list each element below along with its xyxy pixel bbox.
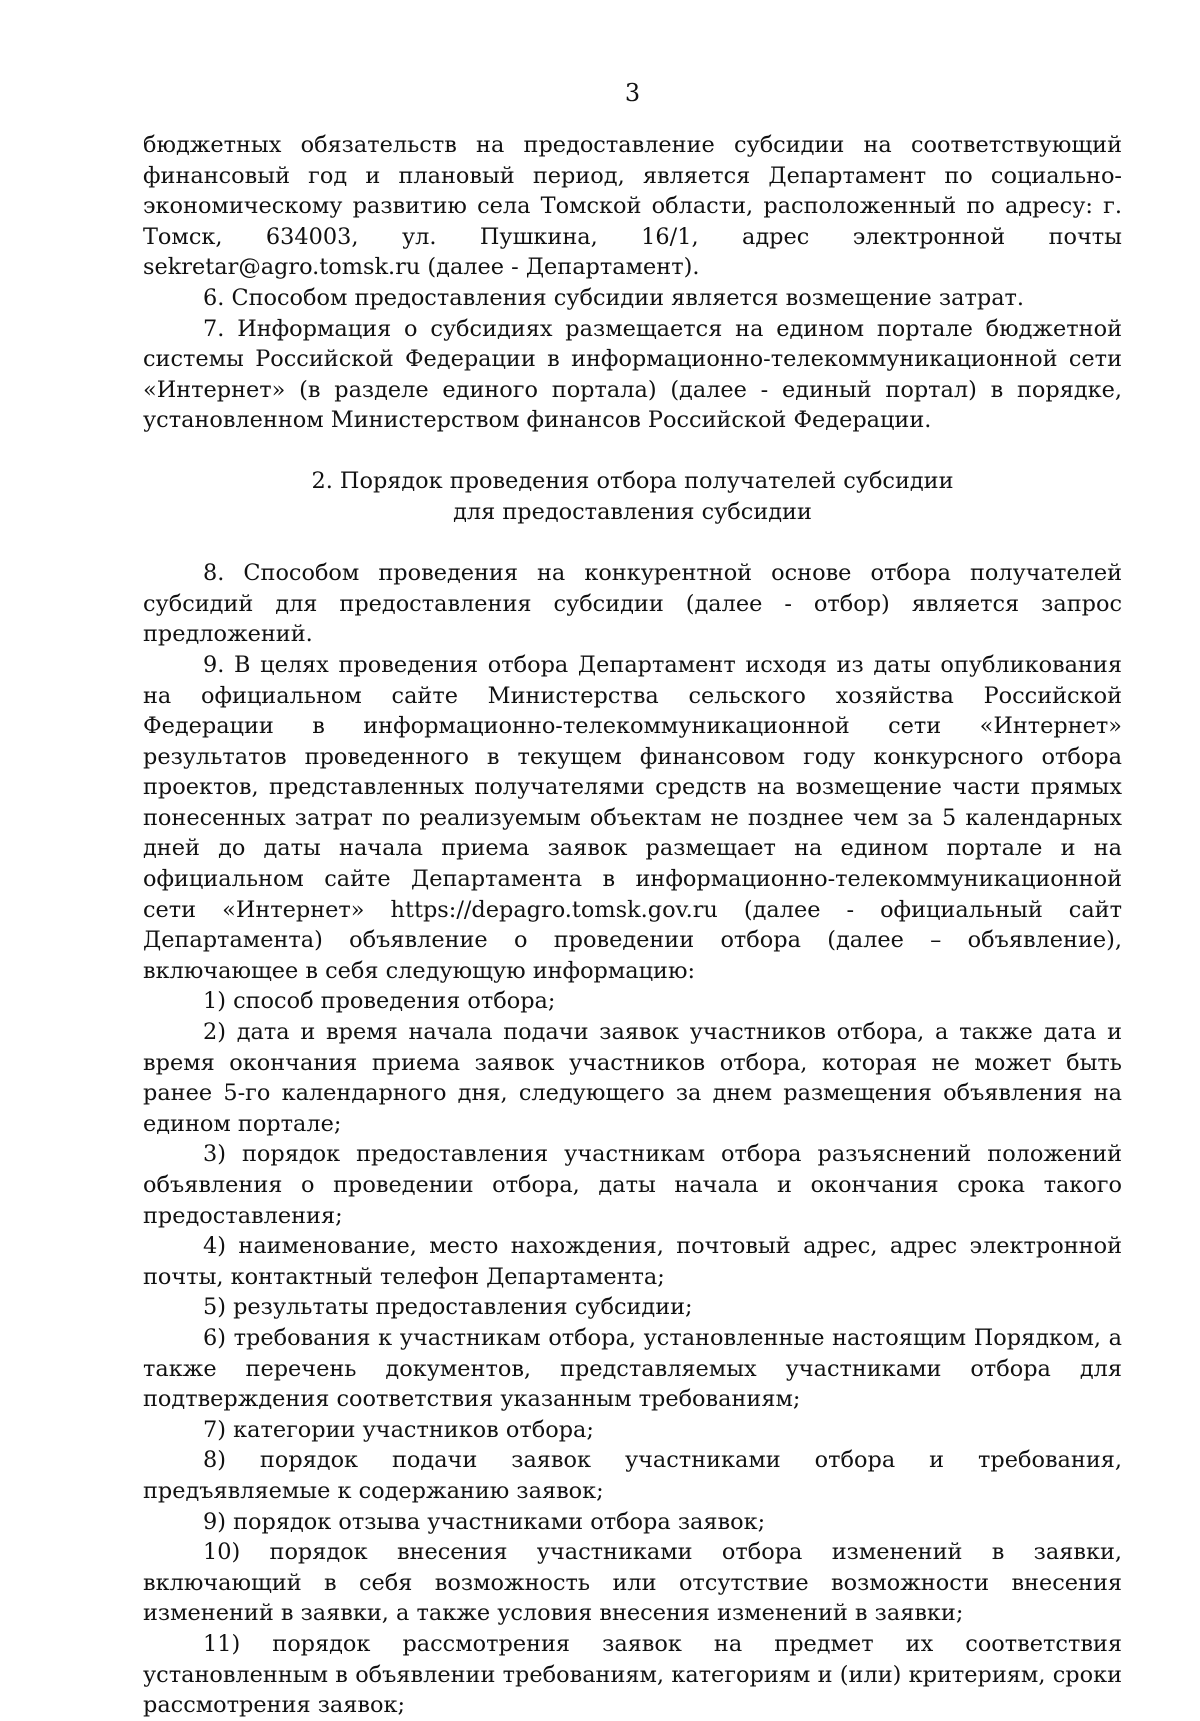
list-item-8: 8) порядок подачи заявок участниками отбора и требования, предъявляемые к содержанию заявок; [143, 1447, 1122, 1504]
paragraph-continuation: бюджетных обязательств на предоставление субсидии на соответствующий финансовый год и плановый период, является Департамент по социально-экономическому развитию села Томской области, расположенный по адресу: г. Томск, 634003, ул. Пушкина, 16/1, адрес электронной почты sekretar@agro.tomsk.ru (далее - Департамент). [143, 132, 1122, 281]
list-item-1: 1) способ проведения отбора; [203, 988, 556, 1015]
paragraph-item-6: 6. Способом предоставления субсидии является возмещение затрат. [203, 284, 1025, 311]
paragraph-item-7: 7. Информация о субсидиях размещается на едином портале бюджетной системы Российской Федерации в информационно-телекоммуникационной сети «Интернет» (в разделе единого портала) (далее - единый портал) в порядке, установленном Министерством финансов Российской Федерации. [143, 315, 1122, 434]
list-item-11: 11) порядок рассмотрения заявок на предмет их соответствия установленным в объявлении требованиям, категориям и (или) критериям, сроки рассмотрения заявок; [143, 1630, 1122, 1719]
section-heading [143, 466, 1122, 527]
list-item-5: 5) результаты предоставления субсидии; [203, 1294, 693, 1321]
paragraph-item-8: 8. Способом проведения на конкурентной основе отбора получателей субсидий для предоставления субсидии (далее - отбор) является запрос предложений. [143, 560, 1122, 648]
paragraph-item-9: 9. В целях проведения отбора Департамент исходя из даты опубликования на официальном сайте Министерства сельского хозяйства Российской Федерации в информационно-телекоммуникационной сети «Интернет» результатов проведенного в текущем финансовом году конкурсного отбора проектов, представленных получателями средств на возмещение части прямых понесенных затрат по реализуемым объектам не позднее чем за 5 календарных дней до даты начала приема заявок размещает на едином портале и на официальном сайте Департамента в информационно-телекоммуникационной сети «Интернет» https://depagro.tomsk.gov.ru (далее - официальный сайт Департамента) объявление о проведении отбора (далее – объявление), включающее в себя следующую информацию: [143, 651, 1122, 984]
list-item-10: 10) порядок внесения участниками отбора изменений в заявки, включающий в себя возможность или отсутствие возможности внесения изменений в заявки, а также условия внесения изменений в заявки; [143, 1539, 1122, 1627]
list-item-2: 2) дата и время начала подачи заявок участников отбора, а также дата и время окончания приема заявок участников отбора, которая не может быть ранее 5-го календарного дня, следующего за днем размещения объявления на едином портале; [143, 1019, 1122, 1137]
list-item-3: 3) порядок предоставления участникам отбора разъяснений положений объявления о проведении отбора, даты начала и окончания срока такого предоставления; [143, 1141, 1122, 1229]
list-item-9: 9) порядок отзыва участниками отбора заявок; [203, 1508, 766, 1535]
list-item-7: 7) категории участников отбора; [203, 1416, 594, 1443]
section-heading-line-2: для предоставления субсидии [453, 498, 812, 525]
list-item-6: 6) требования к участникам отбора, установленные настоящим Порядком, а также перечень документов, представляемых участниками отбора для подтверждения соответствия указанным требованиям; [143, 1324, 1122, 1413]
page-number: 3 [624, 79, 641, 107]
list-item-4: 4) наименование, место нахождения, почтовый адрес, адрес электронной почты, контактный телефон Департамента; [143, 1233, 1122, 1290]
section-heading-line-1: 2. Порядок проведения отбора получателей субсидии [311, 467, 954, 494]
